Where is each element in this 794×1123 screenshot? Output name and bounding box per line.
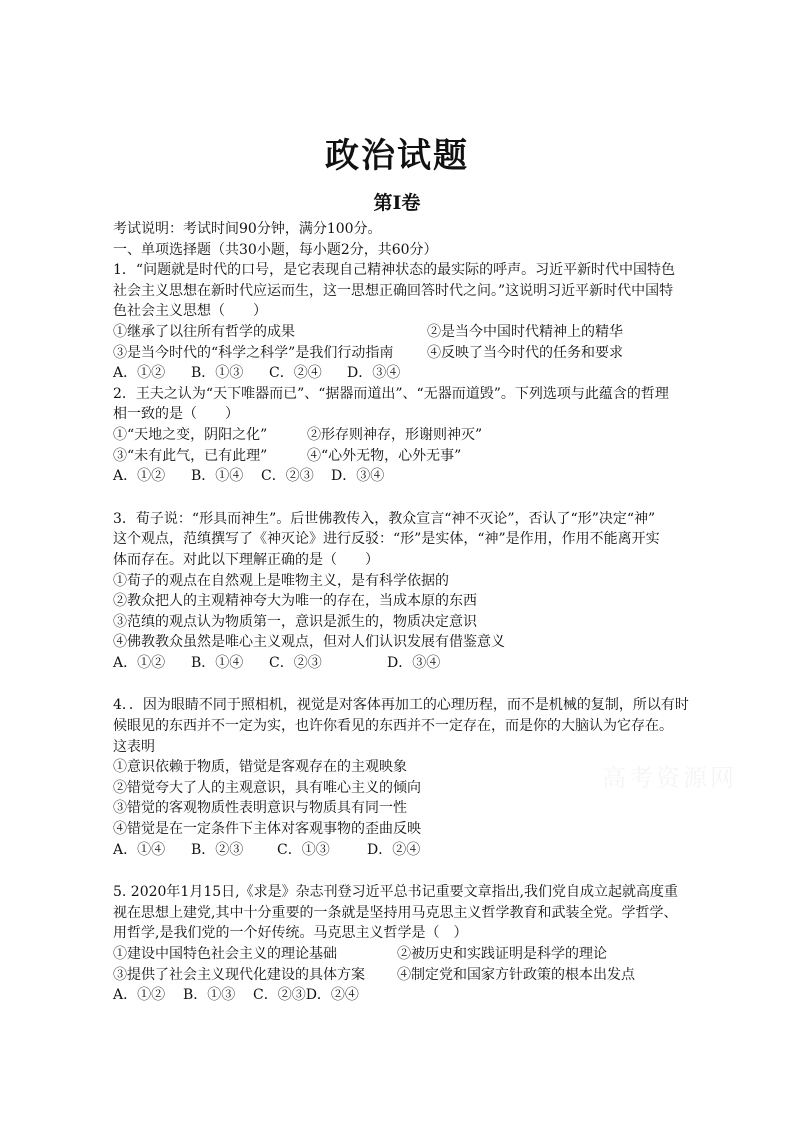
spacer: [113, 673, 693, 695]
answer-choice: B．①③: [191, 365, 244, 382]
answer-choice: A．①④: [113, 841, 166, 858]
question-stem-line: 4．．因为眼睛不同于照相机，视觉是对客体再加工的心理历程，而不是机械的复制，所以有时: [113, 697, 689, 714]
option: ②是当今中国时代精神上的精华: [427, 323, 623, 340]
answer-choice: C．②③D．②④: [253, 987, 359, 1004]
answer-choice: B．①④: [191, 468, 244, 485]
question-stem-line: 用哲学,是我们党的一个好传统。马克思主义哲学是（ ）: [113, 925, 468, 942]
spacer: [113, 860, 693, 882]
answer-choice: A．①②: [113, 468, 166, 485]
part-heading: 一、单项选择题（共30小题，每小题2分，共60分）: [113, 241, 438, 258]
section-title: 第Ⅰ卷: [373, 192, 421, 214]
answer-choice: C．①③: [277, 841, 330, 858]
exam-body: [113, 219, 693, 1006]
option-row: [113, 446, 693, 467]
question-stem-line: 2．王夫之认为“天下唯器而已”、“据器而道出”、“无器而道毁”。下列选项与此蕴含的哲理: [113, 385, 669, 402]
question-stem-line: 社会主义思想在新时代应运而生，这一思想正确回答时代之问。”这说明习近平新时代中国特: [113, 282, 674, 299]
option: ①建设中国特色社会主义的理论基础: [113, 946, 337, 962]
option: ③错觉的客观物质性表明意识与物质具有同一性: [113, 800, 407, 817]
question-stem-line: 1．“问题就是时代的口号，是它表现自己精神状态的最实际的呼声。习近平新时代中国特色: [113, 262, 676, 279]
option: ④反映了当今时代的任务和要求: [427, 344, 623, 361]
option: ③范缜的观点认为物质第一，意识是派生的，物质决定意识: [113, 613, 477, 630]
question-stem-line: 这表明: [113, 738, 155, 755]
option: ②错觉夸大了人的主观意识，具有唯心主义的倾向: [113, 779, 421, 796]
option-row: [113, 944, 693, 965]
option: ②形存则神存，形谢则神灭”: [307, 426, 483, 443]
option: ①“天地之变，阴阳之化”: [113, 426, 268, 443]
question-stem-line: 相一致的是（ ）: [113, 406, 239, 423]
answer-choices: [113, 840, 693, 861]
question-stem-line: 视在思想上建党,其中十分重要的一条就是坚持用马克思主义哲学教育和武装全党。学哲学、: [113, 904, 678, 921]
question-stem-line: 3．荀子说：“形具而神生”。后世佛教传入，教众宣言“神不灭论”，否认了“形”决定“神”: [113, 510, 656, 527]
answer-choice: A．①②: [113, 365, 166, 382]
option: ④制定党和国家方针政策的根本出发点: [397, 966, 635, 983]
answer-choice: C．②③: [261, 468, 314, 485]
option-row: [113, 425, 693, 446]
option: ③提供了社会主义现代化建设的具体方案: [113, 966, 365, 983]
question-1: [113, 260, 693, 384]
answer-choice: A．①②: [113, 987, 166, 1004]
answer-choice: D．③④: [387, 654, 441, 671]
question-stem-line: 色社会主义思想（ ）: [113, 303, 267, 320]
answer-choice: B．①④: [191, 654, 244, 671]
question-stem-line: 5. 2020年1月15日,《求是》杂志刊登习近平总书记重要文章指出,我们党自成立起就高度重: [113, 884, 679, 901]
question-stem-line: 这个观点，范缜撰写了《神灭论》进行反驳：“形”是实体，“神”是作用，作用不能离开实: [113, 531, 660, 548]
answer-choices: [113, 466, 693, 487]
watermark: [602, 758, 737, 793]
option: ③“未有此气，已有此理”: [113, 447, 268, 464]
answer-choice: B．②③: [191, 841, 244, 858]
option: ④错觉是在一定条件下主体对客观事物的歪曲反映: [113, 821, 421, 838]
option-row: [113, 965, 693, 986]
option: ②被历史和实践证明是科学的理论: [397, 946, 607, 962]
question-stem-line: 体而存在。对此以下理解正确的是（ ）: [113, 551, 379, 568]
question-3: [113, 509, 693, 674]
answer-choice: D．③④: [331, 468, 385, 485]
answer-choices: [113, 363, 693, 384]
answer-choice: A．①②: [113, 654, 166, 671]
answer-choice: D．②④: [367, 841, 421, 858]
answer-choice: D．③④: [347, 365, 401, 382]
page-title: 政治试题: [325, 136, 469, 176]
option: ④“心外无物，心外无事”: [307, 447, 462, 464]
question-2: [113, 384, 693, 487]
option: ④佛教教众虽然是唯心主义观点，但对人们认识发展有借鉴意义: [113, 634, 505, 651]
answer-choice: C．②④: [269, 365, 322, 382]
question-5: [113, 882, 693, 1006]
option: ①意识依赖于物质，错觉是客观存在的主观映象: [113, 759, 407, 776]
answer-choice: B．①③: [183, 987, 236, 1004]
spacer: [113, 487, 693, 509]
option: ①荀子的观点在自然观上是唯物主义，是有科学依据的: [113, 572, 449, 589]
option: ②教众把人的主观精神夸大为唯一的存在，当成本原的东西: [113, 593, 477, 610]
option: ①继承了以往所有哲学的成果: [113, 323, 295, 340]
option: ③是当今时代的“科学之科学”是我们行动指南: [113, 344, 394, 361]
answer-choice: C．②③: [269, 654, 322, 671]
answer-choices: [113, 653, 693, 674]
answer-choices: [113, 985, 693, 1006]
instructions: 考试说明：考试时间90分钟，满分100分。: [113, 221, 382, 237]
option-row: [113, 343, 693, 364]
option-row: [113, 322, 693, 343]
question-stem-line: 候眼见的东西并不一定为实，也许你看见的东西并不一定存在，而是你的大脑认为它存在。: [113, 718, 673, 735]
